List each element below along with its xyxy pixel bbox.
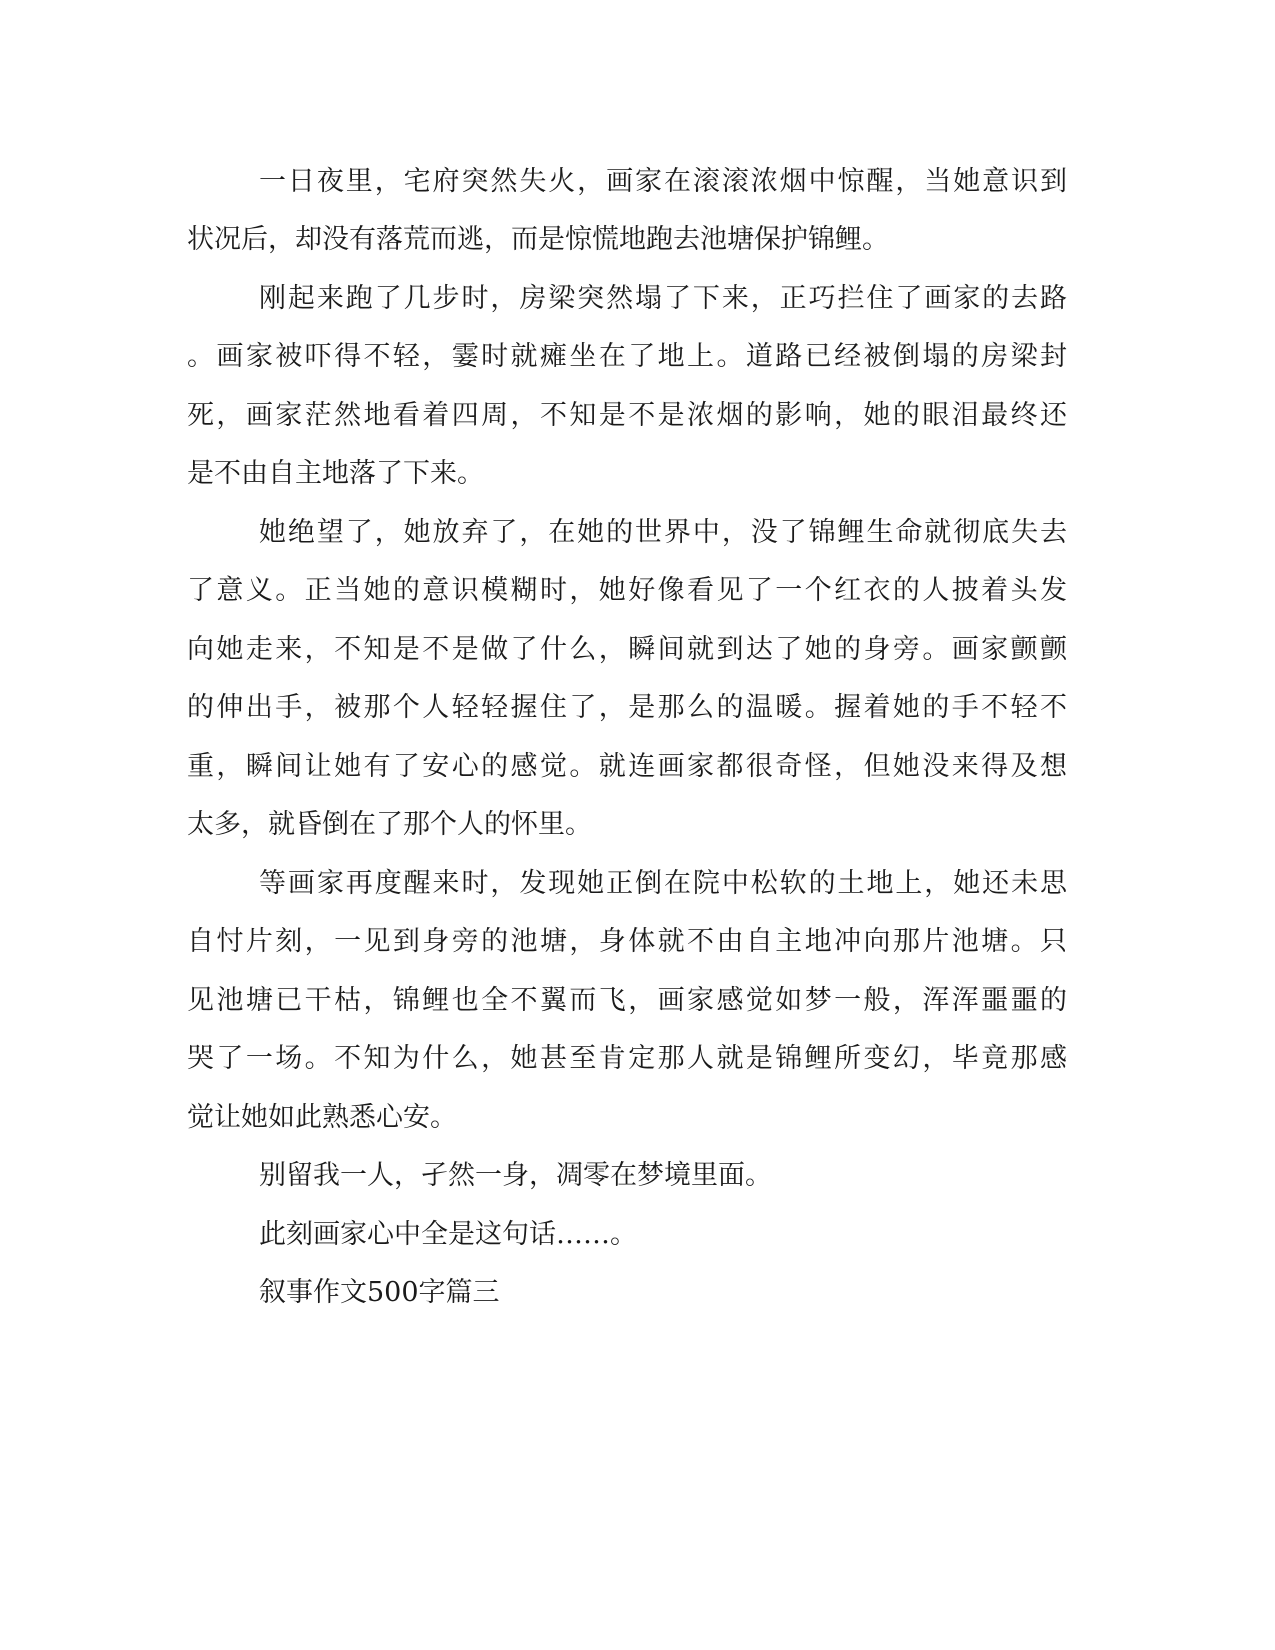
paragraph-2-line-4: 是不由自主地落了下来。 [187,458,484,489]
paragraph-3-line-1: 她绝望了，她放弃了，在她的世界中，没了锦鲤生命就彻底失去 [259,517,1067,548]
paragraph-4-line-4: 哭了一场。不知为什么，她甚至肯定那人就是锦鲤所变幻，毕竟那感 [187,1043,1067,1074]
paragraph-4-line-1: 等画家再度醒来时，发现她正倒在院中松软的土地上，她还未思 [259,868,1067,899]
paragraph-2-line-1: 刚起来跑了几步时，房梁突然塌了下来，正巧拦住了画家的去路 [259,283,1067,314]
paragraph-1-line-2: 状况后，却没有落荒而逃，而是惊慌地跑去池塘保护锦鲤。 [187,224,889,255]
paragraph-3-line-3: 向她走来，不知是不是做了什么，瞬间就到达了她的身旁。画家颤颤 [187,634,1067,665]
paragraph-3-line-2: 了意义。正当她的意识模糊时，她好像看见了一个红衣的人披着头发 [187,575,1067,606]
paragraph-4-line-5: 觉让她如此熟悉心安。 [187,1102,457,1133]
paragraph-3-line-5: 重，瞬间让她有了安心的感觉。就连画家都很奇怪，但她没来得及想 [187,751,1067,782]
section-heading: 叙事作文500字篇三 [259,1277,500,1308]
paragraph-2-line-3: 死，画家茫然地看着四周，不知是不是浓烟的影响，她的眼泪最终还 [187,400,1067,431]
paragraph-4-line-3: 见池塘已干枯，锦鲤也全不翼而飞，画家感觉如梦一般，浑浑噩噩的 [187,985,1067,1016]
paragraph-1-line-1: 一日夜里，宅府突然失火，画家在滚滚浓烟中惊醒，当她意识到 [259,166,1067,197]
paragraph-5-line-1: 别留我一人，孑然一身，凋零在梦境里面。 [259,1160,772,1191]
paragraph-6-line-1: 此刻画家心中全是这句话……。 [259,1219,637,1250]
paragraph-3-line-4: 的伸出手，被那个人轻轻握住了，是那么的温暖。握着她的手不轻不 [187,692,1067,723]
paragraph-2-line-2: 。画家被吓得不轻，霎时就瘫坐在了地上。道路已经被倒塌的房梁封 [187,341,1067,372]
paragraph-3-line-6: 太多，就昏倒在了那个人的怀里。 [187,809,592,840]
paragraph-4-line-2: 自忖片刻，一见到身旁的池塘，身体就不由自主地冲向那片池塘。只 [187,926,1067,957]
